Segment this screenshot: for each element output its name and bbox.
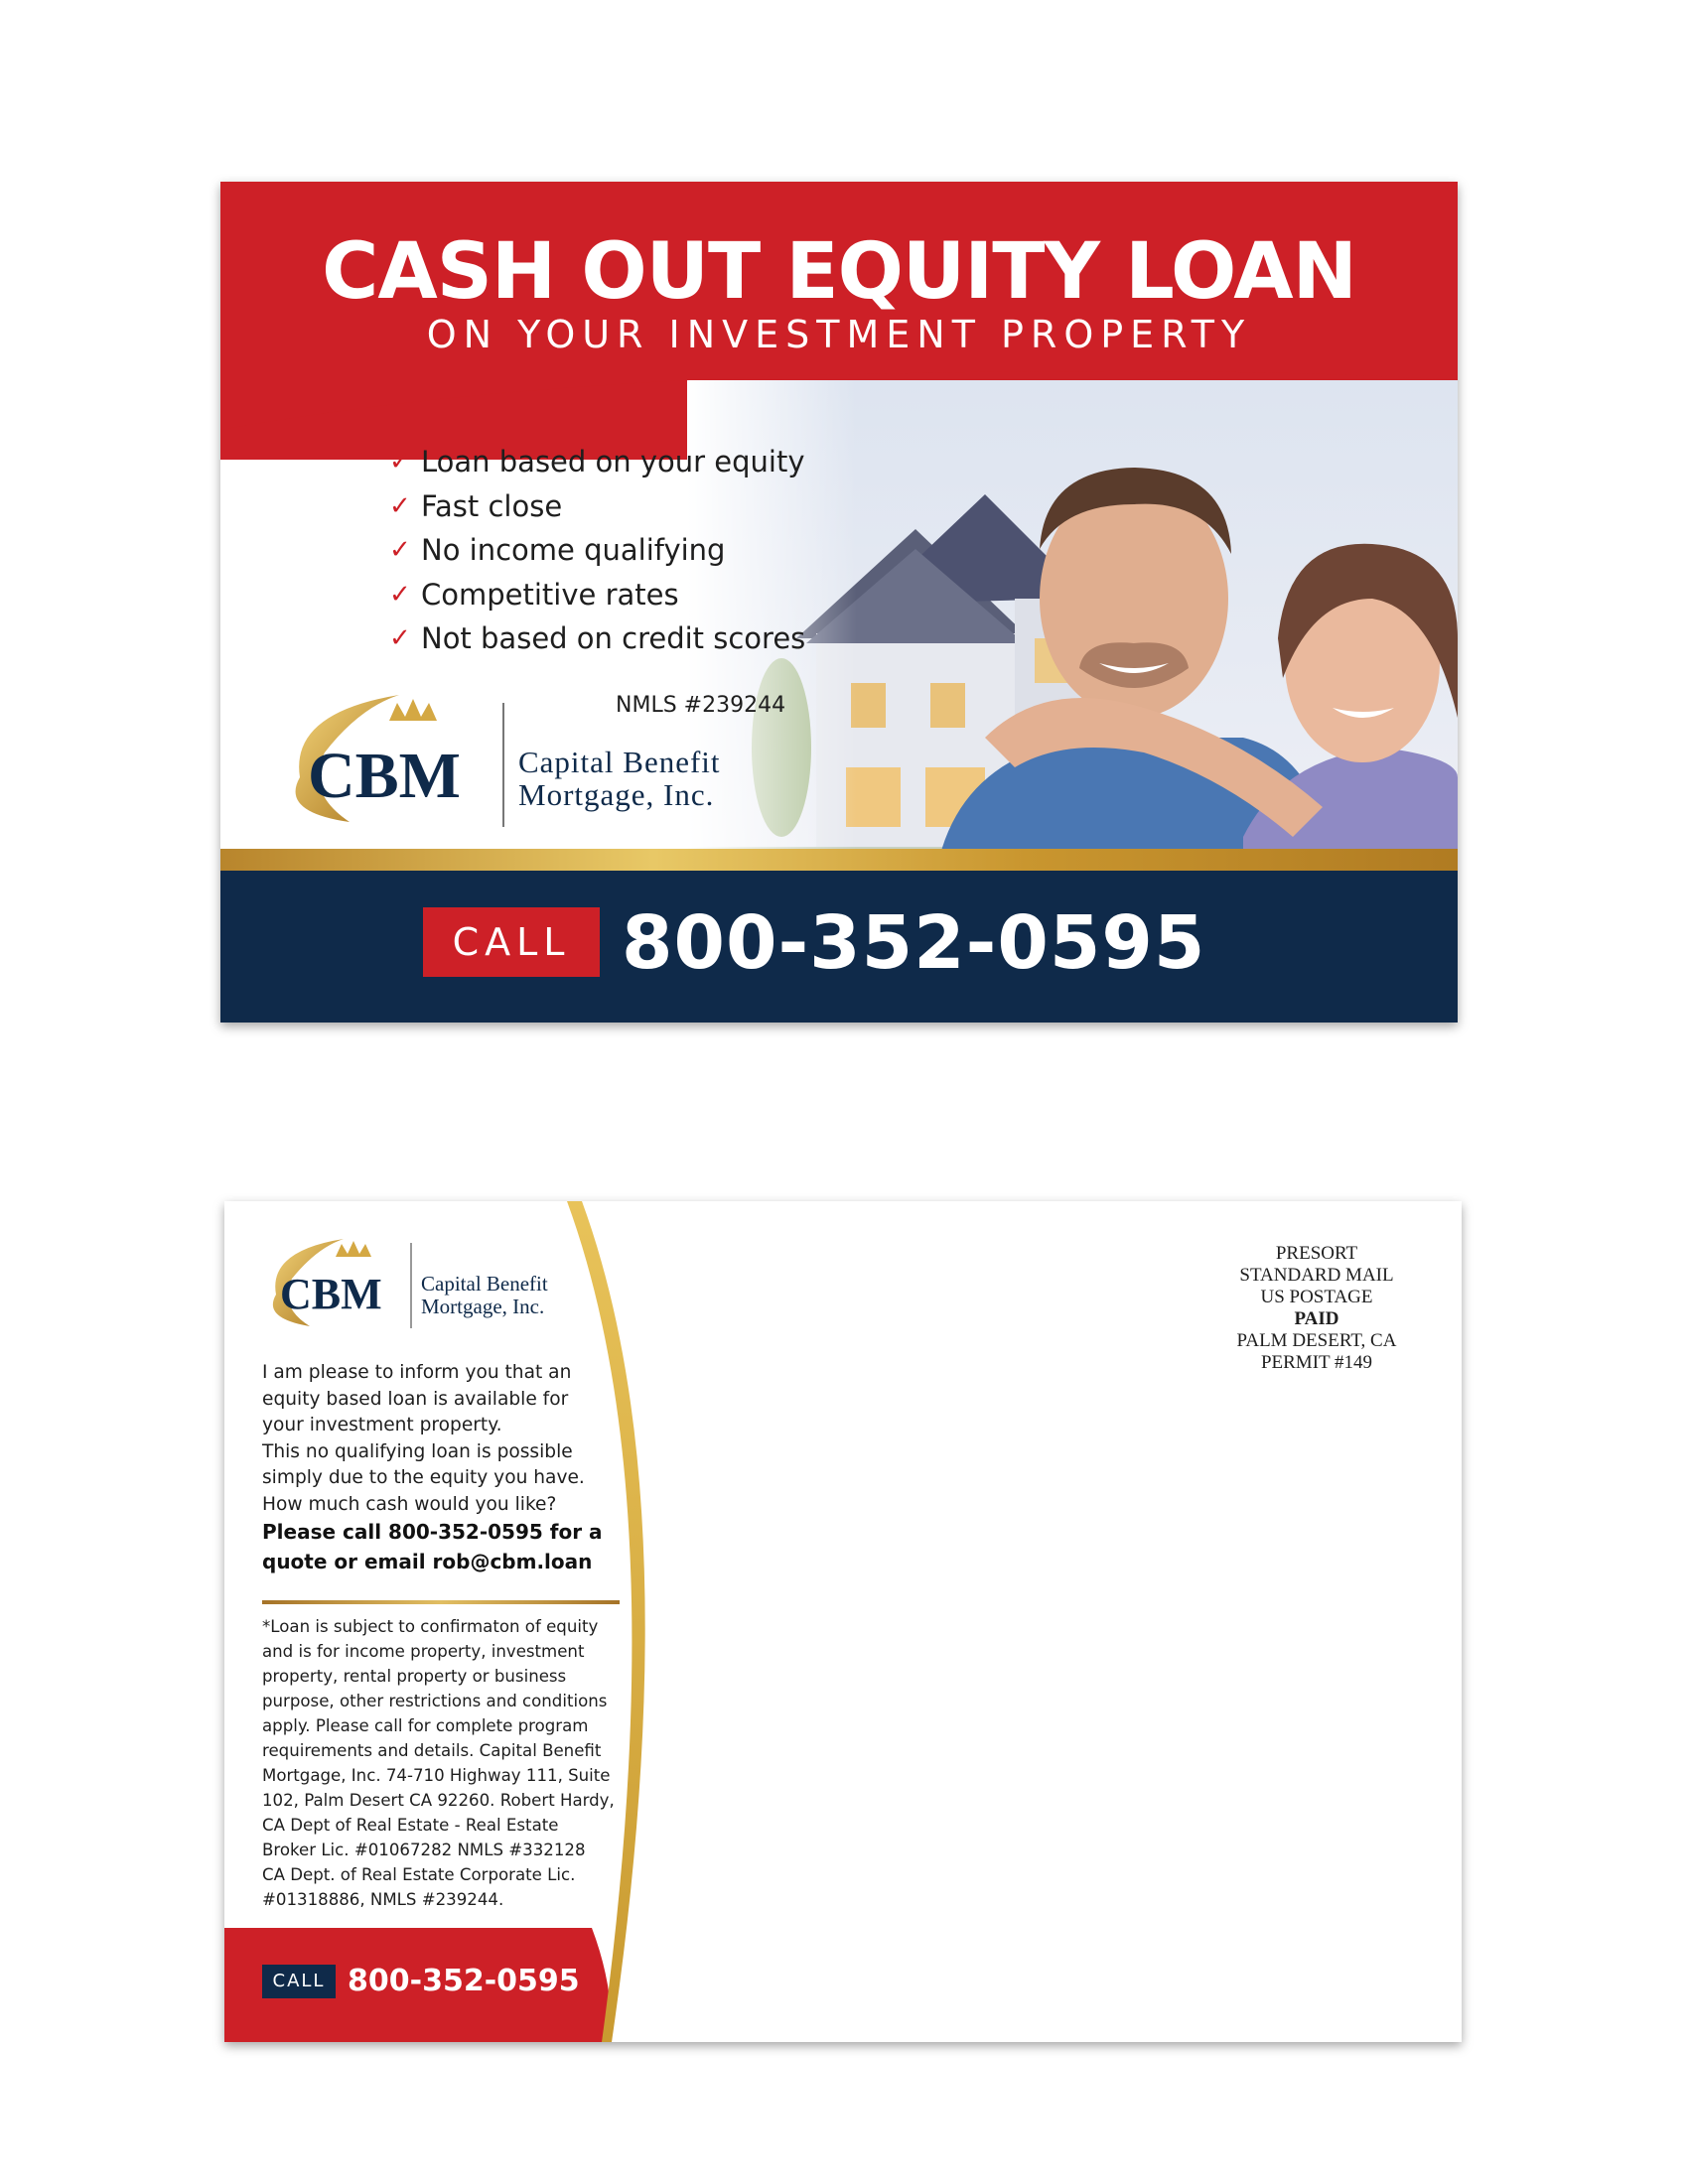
phone-number: 800-352-0595 <box>622 900 1206 986</box>
postcard-back <box>224 1201 1462 2042</box>
disclaimer: *Loan is subject to confirmaton of equity and is for income property, investment property, rental property or business purpose, other restrictions and conditions apply. Please call for complete program requirements and details. Capital Benefit Mortgage, Inc. 74-710 Highway 111, Suite 102, Palm Desert CA 92260. Robert Hardy, CA Dept of Real Estate - Real Estate Broker Lic. #01067282 NMLS #332128 CA Dept. of Real Estate Corporate Lic. #01318886, NMLS #239244. <box>262 1617 615 1909</box>
cbm-logo <box>280 683 816 837</box>
svg-text:Mortgage, Inc.: Mortgage, Inc. <box>421 1295 545 1318</box>
svg-text:CBM: CBM <box>280 1270 382 1318</box>
phone-number: 800-352-0595 <box>348 1964 580 1998</box>
svg-text:Capital Benefit: Capital Benefit <box>518 745 721 779</box>
crown-icon <box>389 699 437 721</box>
message-body: I am please to inform you that an equity based loan is available for your investment property. This no qualifying loan is possible simply due to the equity you have. How much cash would you like? <box>262 1362 585 1515</box>
benefit-item: ✓ Fast close <box>389 488 563 523</box>
check-icon: ✓ <box>389 447 411 478</box>
benefit-item: ✓ Loan based on your equity <box>389 445 805 479</box>
check-icon: ✓ <box>389 623 411 654</box>
check-icon: ✓ <box>389 490 411 521</box>
svg-text:Capital Benefit: Capital Benefit <box>421 1272 548 1296</box>
headline: CASH OUT EQUITY LOAN <box>322 227 1356 317</box>
benefit-item: ✓ Competitive rates <box>389 577 679 612</box>
call-label: CALL <box>262 1965 336 1998</box>
gold-divider <box>262 1600 620 1604</box>
postcard-front <box>220 182 1458 1023</box>
check-icon: ✓ <box>389 535 411 566</box>
benefits-list <box>389 440 805 661</box>
postage-indicia: PRESORT STANDARD MAIL US POSTAGE PAID PALM DESERT, CA PERMIT #149 <box>1236 1243 1397 1373</box>
gold-divider <box>220 849 1458 871</box>
call-label: CALL <box>423 907 600 977</box>
svg-text:Mortgage, Inc.: Mortgage, Inc. <box>518 777 715 812</box>
call-to-action: Please call 800-352-0595 for a quote or email rob@cbm.loan <box>262 1520 603 1573</box>
check-icon: ✓ <box>389 579 411 610</box>
subheadline: ON YOUR INVESTMENT PROPERTY <box>426 313 1252 356</box>
benefit-item: ✓ No income qualifying <box>389 533 726 568</box>
cbm-logo <box>262 1231 620 1335</box>
svg-text:CBM: CBM <box>308 740 461 812</box>
crown-icon <box>336 1241 371 1257</box>
benefit-item: ✓ Not based on credit scores <box>389 621 806 656</box>
nmls-number: NMLS #239244 <box>616 693 786 718</box>
